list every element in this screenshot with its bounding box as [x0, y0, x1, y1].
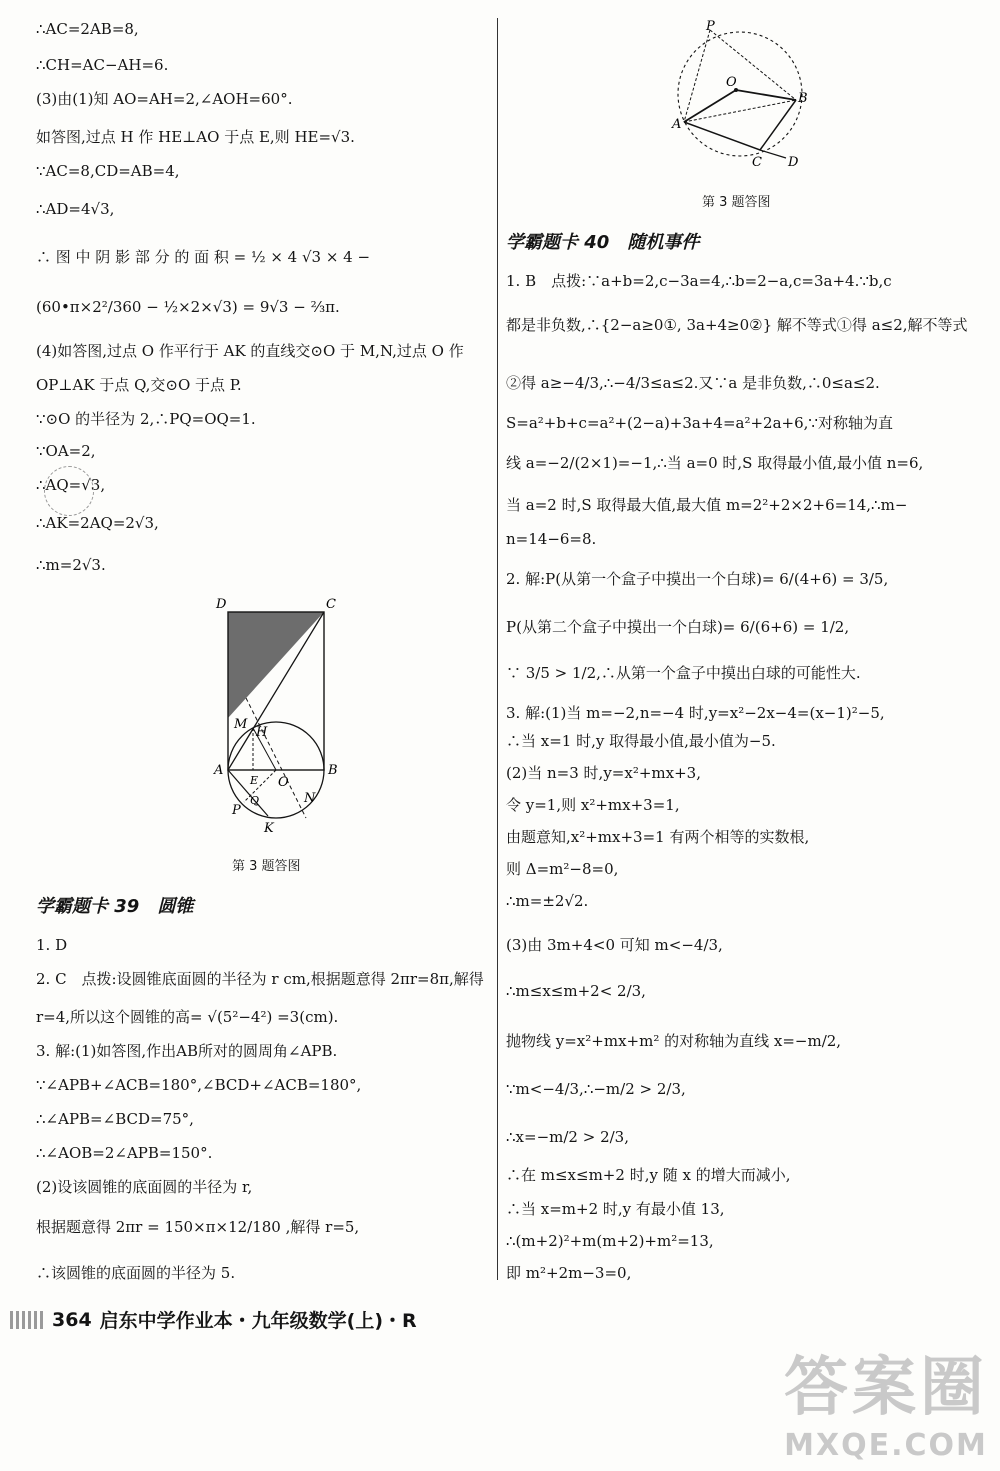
- label-p: P: [706, 20, 715, 34]
- text-line: P(从第二个盒子中摸出一个白球)= 6/(6+6) = 1/2,: [506, 618, 850, 636]
- text-line: ∴当 x=m+2 时,y 有最小值 13,: [506, 1200, 725, 1218]
- footer-stripes-decoration: [10, 1311, 44, 1329]
- column-divider: [497, 18, 498, 1280]
- text-line: 线 a=−2/(2×1)=−1,∴当 a=0 时,S 取得最小值,最小值 n=6,: [506, 454, 924, 472]
- text-line: ②得 a≥−4/3,∴−4/3≤a≤2.又∵a 是非负数,∴0≤a≤2.: [506, 374, 880, 392]
- geometry-figure-rectangle-circle: [206, 588, 366, 838]
- text-line: ∵AC=8,CD=AB=4,: [36, 162, 180, 180]
- text-line: r=4,所以这个圆锥的高= √(5²−4²) =3(cm).: [36, 1008, 339, 1026]
- label-c: C: [326, 597, 336, 612]
- label-a: A: [672, 117, 682, 132]
- text-line: ∴AQ=√3,: [36, 476, 106, 494]
- text-line: 1. D: [36, 936, 68, 954]
- text-line: ∵m<−4/3,∴−m/2 > 2/3,: [506, 1080, 686, 1098]
- text-line: ∴AC=2AB=8,: [36, 20, 139, 38]
- section-title-39: 学霸题卡 39 圆锥: [36, 896, 194, 917]
- label-c: C: [752, 155, 762, 170]
- text-line: (2)当 n=3 时,y=x²+mx+3,: [506, 764, 701, 782]
- section-title-40: 学霸题卡 40 随机事件: [506, 232, 700, 253]
- book-title: 启东中学作业本・九年级数学(上)・R: [99, 1310, 417, 1332]
- label-b: B: [798, 91, 808, 106]
- label-b: B: [328, 763, 338, 778]
- text-line: (60•π×2²/360 − ½×2×√3) = 9√3 − ⅔π.: [36, 298, 340, 316]
- segment-ob: [736, 90, 796, 100]
- text-line: ∴m=2√3.: [36, 556, 106, 574]
- text-line: ∴m=±2√2.: [506, 892, 589, 910]
- label-o: O: [278, 775, 289, 790]
- text-line: 2. 解:P(从第一个盒子中摸出一个白球)= 6/(4+6) = 3/5,: [506, 570, 889, 588]
- text-line: 3. 解:(1)如答图,作出AB所对的圆周角∠APB.: [36, 1042, 338, 1060]
- text-line: ∴AK=2AQ=2√3,: [36, 514, 159, 532]
- watermark-en: MXQE.COM: [784, 1428, 988, 1463]
- page-footer: [10, 1306, 417, 1333]
- watermark-cn: 答案圈: [784, 1351, 988, 1425]
- text-line: 如答图,过点 H 作 HE⊥AO 于点 E,则 HE=√3.: [36, 128, 355, 146]
- text-line: (3)由 3m+4<0 可知 m<−4/3,: [506, 936, 723, 954]
- text-line: ∴ 图 中 阴 影 部 分 的 面 积 = ½ × 4 √3 × 4 −: [36, 248, 371, 266]
- label-e: E: [250, 774, 259, 787]
- text-line: 令 y=1,则 x²+mx+3=1,: [506, 796, 680, 814]
- label-n: N: [304, 791, 316, 806]
- text-line: ∵ 3/5 > 1/2,∴从第一个盒子中摸出白球的可能性大.: [506, 664, 861, 682]
- label-p: P: [232, 803, 241, 818]
- text-line: 都是非负数,∴{2−a≥0①, 3a+4≥0②} 解不等式①得 a≤2,解不等式: [506, 316, 968, 334]
- text-line: ∴∠AOB=2∠APB=150°.: [36, 1144, 213, 1162]
- label-h: H: [256, 725, 268, 740]
- text-line: ∴在 m≤x≤m+2 时,y 随 x 的增大而减小,: [506, 1166, 791, 1184]
- text-line: 当 a=2 时,S 取得最大值,最大值 m=2²+2×2+6=14,∴m−: [506, 496, 908, 514]
- text-line: (4)如答图,过点 O 作平行于 AK 的直线交⊙O 于 M,N,过点 O 作: [36, 342, 464, 360]
- text-line: 根据题意得 2πr = 150×π×12/180 ,解得 r=5,: [36, 1218, 360, 1236]
- text-line: 则 Δ=m²−8=0,: [506, 860, 619, 878]
- text-line: (2)设该圆锥的底面圆的半径为 r,: [36, 1178, 253, 1196]
- geometry-figure-circle: [668, 20, 818, 180]
- text-line: ∵∠APB+∠ACB=180°,∠BCD+∠ACB=180°,: [36, 1076, 362, 1094]
- text-line: 2. C 点拨:设圆锥底面圆的半径为 r cm,根据题意得 2πr=8π,解得: [36, 970, 484, 988]
- text-line: ∴CH=AC−AH=6.: [36, 56, 169, 74]
- text-line: ∴当 x=1 时,y 取得最小值,最小值为−5.: [506, 732, 776, 750]
- text-line: 即 m²+2m−3=0,: [506, 1264, 632, 1282]
- text-line: n=14−6=8.: [506, 530, 597, 548]
- label-d: D: [216, 597, 227, 612]
- label-a: A: [214, 763, 224, 778]
- segment-cd: [760, 150, 786, 158]
- site-watermark: [784, 1336, 988, 1463]
- stamp-mark: [44, 466, 94, 516]
- text-line: ∵OA=2,: [36, 442, 96, 460]
- label-o: O: [726, 75, 737, 90]
- text-line: ∴(m+2)²+m(m+2)+m²=13,: [506, 1232, 714, 1250]
- text-line: (3)由(1)知 AO=AH=2,∠AOH=60°.: [36, 90, 293, 108]
- label-q: Q: [250, 794, 260, 807]
- figure-caption: 第 3 题答图: [702, 195, 771, 210]
- label-k: K: [264, 821, 274, 836]
- text-line: ∴m≤x≤m+2< 2/3,: [506, 982, 646, 1000]
- text-line: ∵⊙O 的半径为 2,∴PQ=OQ=1.: [36, 410, 256, 428]
- shaded-region: [228, 612, 324, 718]
- text-line: OP⊥AK 于点 Q,交⊙O 于点 P.: [36, 376, 242, 394]
- text-line: 3. 解:(1)当 m=−2,n=−4 时,y=x²−2x−4=(x−1)²−5,: [506, 704, 885, 722]
- text-line: 抛物线 y=x²+mx+m² 的对称轴为直线 x=−m/2,: [506, 1032, 842, 1050]
- text-line: S=a²+b+c=a²+(2−a)+3a+4=a²+2a+6,∵对称轴为直: [506, 414, 893, 432]
- segment-pb: [710, 30, 796, 100]
- segment-op: [244, 770, 276, 802]
- label-d: D: [788, 155, 799, 170]
- label-m: M: [234, 717, 248, 732]
- text-line: 由题意知,x²+mx+3=1 有两个相等的实数根,: [506, 828, 810, 846]
- text-line: ∴∠APB=∠BCD=75°,: [36, 1110, 194, 1128]
- text-line: ∴该圆锥的底面圆的半径为 5.: [36, 1264, 236, 1282]
- circle: [678, 32, 802, 156]
- text-line: ∴x=−m/2 > 2/3,: [506, 1128, 629, 1146]
- text-line: 1. B 点拨:∵a+b=2,c−3a=4,∴b=2−a,c=3a+4.∵b,c: [506, 272, 892, 290]
- page-number: 364: [52, 1308, 92, 1331]
- figure-caption: 第 3 题答图: [232, 859, 301, 874]
- text-line: ∴AD=4√3,: [36, 200, 115, 218]
